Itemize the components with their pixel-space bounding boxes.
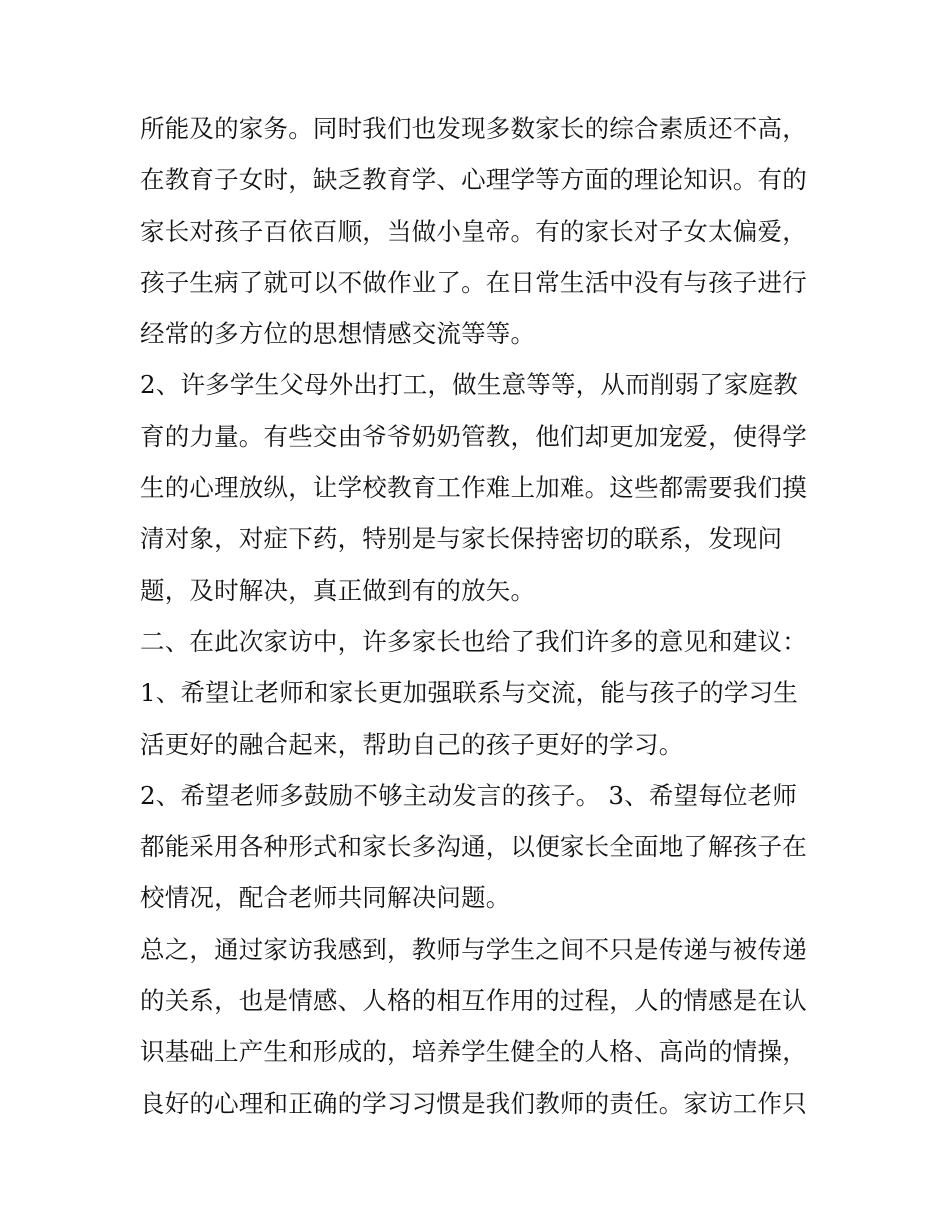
text-line: 活更好的融合起来，帮助自己的孩子更好的学习。 [140,729,684,759]
text-line: 题，及时解决，真正做到有的放矢。 [140,575,536,605]
text-line: 总之，通过家访我感到，教师与学生之间不只是传递与被传递 [140,934,807,964]
text-line: 1、希望让老师和家长更加强联系与交流，能与孩子的学习生 [140,678,798,708]
text-line: 二、在此次家访中，许多家长也给了我们许多的意见和建议： [140,626,807,656]
text-line: 清对象，对症下药，特别是与家长保持密切的联系，发现问 [140,524,783,554]
text-line: 经常的多方位的思想情感交流等等。 [140,319,536,349]
text-line: 在教育子女时，缺乏教育学、心理学等方面的理论知识。有的 [140,165,807,195]
text-line: 的关系，也是情感、人格的相互作用的过程，人的情感是在认 [140,986,807,1016]
text-line: 都能采用各种形式和家长多沟通，以便家长全面地了解孩子在 [140,832,807,862]
text-line: 家长对孩子百依百顺，当做小皇帝。有的家长对子女太偏爱， [140,216,807,246]
text-line: 校情况，配合老师共同解决问题。 [140,883,511,913]
text-line: 生的心理放纵，让学校教育工作难上加难。这些都需要我们摸 [140,473,807,503]
text-line: 育的力量。有些交由爷爷奶奶管教，他们却更加宠爱，使得学 [140,421,807,451]
text-line: 所能及的家务。同时我们也发现多数家长的综合素质还不高， [140,114,807,143]
document-body-text [140,103,815,1129]
text-line: 2、许多学生父母外出打工，做生意等等，从而削弱了家庭教 [140,370,798,400]
text-line: 2、希望老师多鼓励不够主动发言的孩子。 3、希望每位老师 [140,780,798,810]
text-line: 良好的心理和正确的学习习惯是我们教师的责任。家访工作只 [140,1088,807,1118]
text-line: 孩子生病了就可以不做作业了。在日常生活中没有与孩子进行 [140,267,807,297]
text-line: 识基础上产生和形成的，培养学生健全的人格、高尚的情操， [140,1037,807,1067]
